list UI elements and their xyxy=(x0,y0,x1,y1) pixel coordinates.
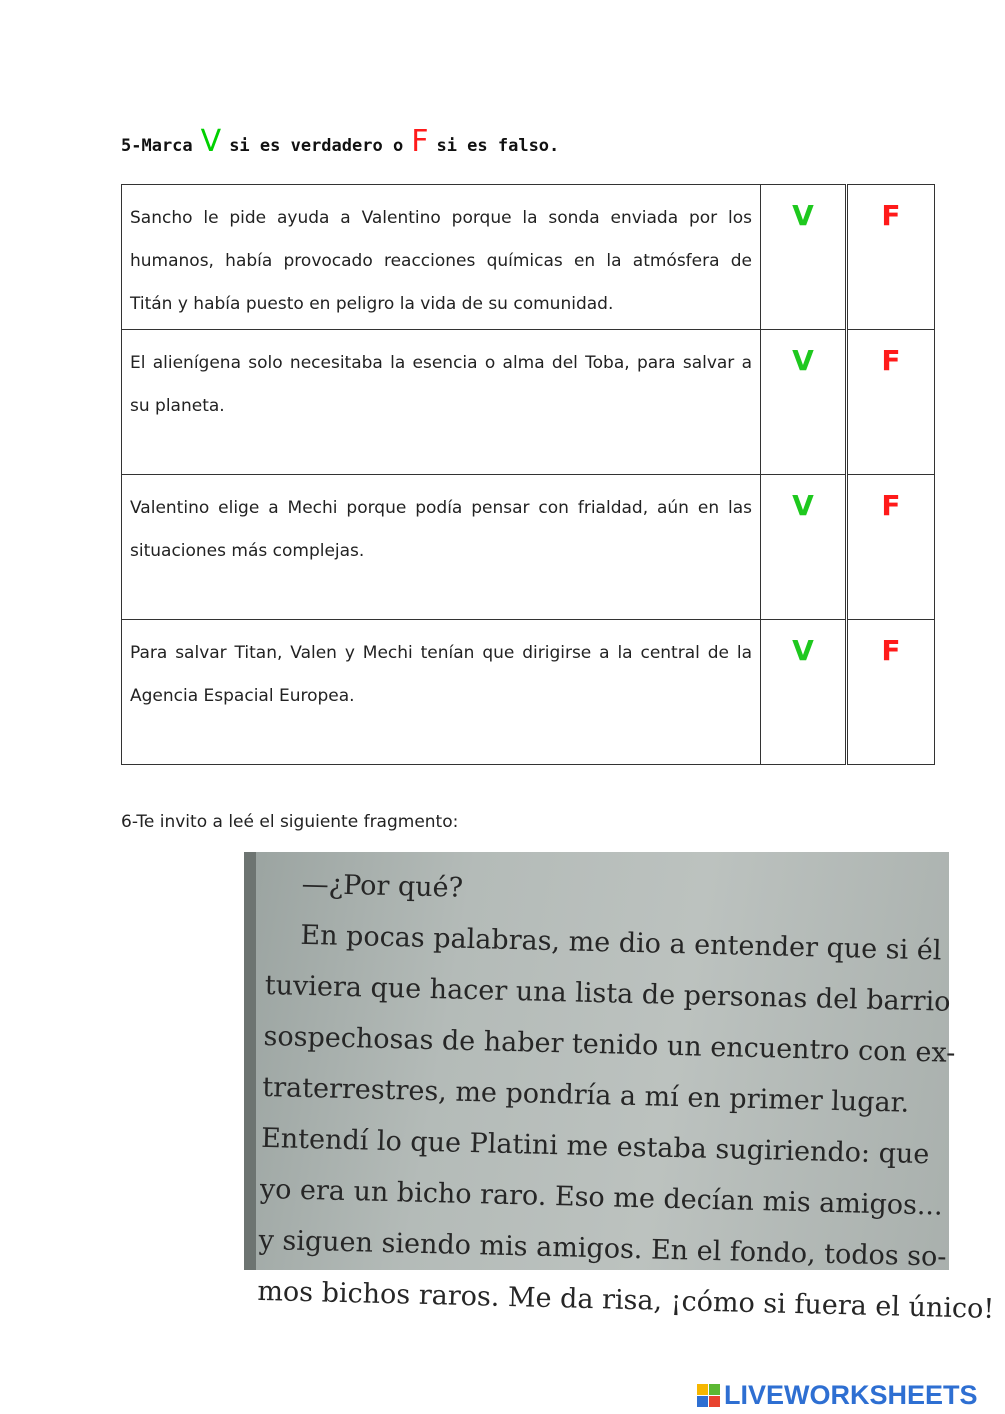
page-shadow xyxy=(244,852,256,1270)
question-6-heading: 6-Te invito a leé el siguiente fragmento: xyxy=(121,812,459,832)
statement-text: Sancho le pide ayuda a Valentino porque la sonda enviada por los humanos, había provocado reacciones químicas en la atmósfera de Titán y había puesto en peligro la vida de su comunidad. xyxy=(130,208,752,314)
statement-text: Valentino elige a Mechi porque podía pensar con frialdad, aún en las situaciones más complejas. xyxy=(130,498,752,561)
table-row xyxy=(122,620,935,765)
table-row xyxy=(122,330,935,475)
table-row xyxy=(122,475,935,620)
statement-text: El alienígena solo necesitaba la esencia o alma del Toba, para salvar a su planeta. xyxy=(130,353,752,416)
logo-text: LIVEWORKSHEETS xyxy=(724,1380,978,1410)
liveworksheets-logo[interactable] xyxy=(697,1380,978,1411)
false-option[interactable]: F xyxy=(881,344,901,377)
true-false-table xyxy=(121,184,935,765)
false-option[interactable]: F xyxy=(881,634,901,667)
statement-text: Para salvar Titan, Valen y Mechi tenían que dirigirse a la central de la Agencia Espacial Europea. xyxy=(130,643,752,706)
fragment-line: —¿Por qué? xyxy=(266,867,464,904)
fragment-line: yo era un bicho raro. Eso me decían mis amigos... xyxy=(259,1173,944,1222)
f-letter: F xyxy=(411,124,429,159)
false-option[interactable]: F xyxy=(881,199,901,232)
true-option[interactable]: V xyxy=(792,634,814,667)
q5-middle: si es verdadero o xyxy=(229,136,404,156)
true-option[interactable]: V xyxy=(792,199,814,232)
fragment-line: tuviera que hacer una lista de personas del barrio xyxy=(264,969,951,1018)
true-option[interactable]: V xyxy=(792,489,814,522)
book-fragment-photo xyxy=(244,852,995,1325)
table-row xyxy=(122,185,935,330)
fragment-line: Entendí lo que Platini me estaba sugiriendo: que xyxy=(260,1122,930,1171)
fragment-text xyxy=(257,858,995,1333)
fragment-line: traterrestres, me pondría a mí en primer lugar. xyxy=(262,1071,910,1119)
fragment-line: En pocas palabras, me dio a entender que si él xyxy=(265,918,942,967)
logo-grid-icon xyxy=(697,1384,720,1407)
fragment-line: sospechosas de haber tenido un encuentro con ex- xyxy=(263,1020,956,1069)
false-option[interactable]: F xyxy=(881,489,901,522)
q5-suffix: si es falso. xyxy=(436,136,560,156)
fragment-line: mos bichos raros. Me da risa, ¡cómo si fuera el único! xyxy=(257,1275,995,1325)
question-5-heading xyxy=(121,124,559,159)
v-letter: V xyxy=(200,124,222,159)
fragment-line: y siguen siendo mis amigos. En el fondo, todos so- xyxy=(258,1224,947,1273)
q5-prefix: 5-Marca xyxy=(121,136,193,156)
true-option[interactable]: V xyxy=(792,344,814,377)
